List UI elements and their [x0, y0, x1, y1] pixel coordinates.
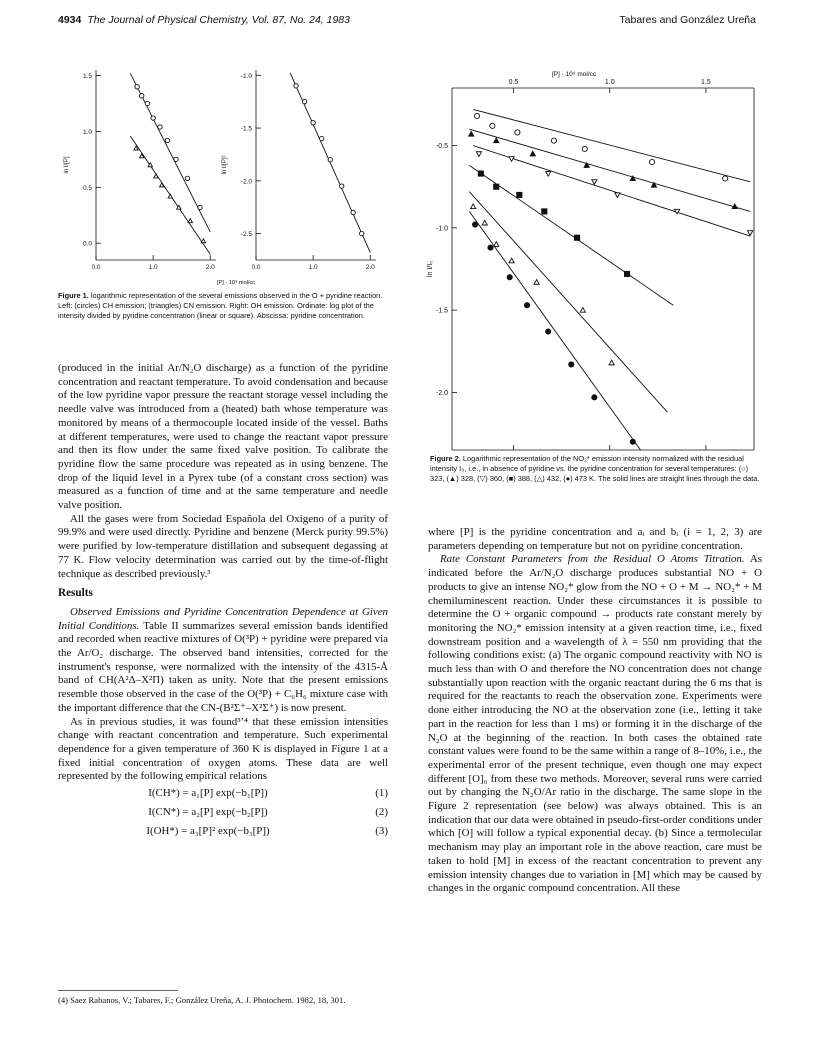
fig2-data-point: [482, 220, 487, 225]
fig2-data-point: [534, 280, 539, 285]
fig1-left-ytick-label: 1.5: [82, 73, 92, 81]
fig2-data-point: [615, 193, 620, 198]
equation-1-body: I(CH*) = a₁[P] exp(−b₁[P]): [148, 786, 268, 799]
figure-1-caption-label: Figure 1.: [58, 291, 89, 300]
right-paragraph-2: [428, 553, 762, 896]
fig2-xtick-label: 1.0: [604, 79, 615, 86]
figure-1-caption-text: logarithmic representation of the several emissions observed in the O + pyridine reaction. Left: (circles) CH emission; (triangles) CN emission. Right: OH emission. Ordinate: log plot of the intensity divided by pyridine concentration (linear or square). Abscissa: pyridine concentration.: [58, 291, 383, 320]
fig2-data-point: [630, 439, 635, 444]
fig2-series-360: [473, 146, 753, 237]
equation-1: [58, 784, 388, 803]
fig1-left-data-point: [201, 239, 205, 243]
fig1-right-ytick-label: -2.5: [240, 231, 252, 239]
equation-3: [58, 822, 388, 841]
running-head-authors: Tabares and González Ureña: [619, 14, 756, 26]
fig1-right-data-point: [320, 136, 324, 140]
fig2-xtick-label: 0.5: [508, 79, 519, 86]
fig1-left-ytick-label: 0.0: [82, 240, 92, 248]
fig1-right-data-point: [302, 99, 306, 103]
fig2-fit-line: [473, 146, 750, 237]
fig2-data-point: [476, 152, 481, 157]
fig1-left-data-point: [135, 85, 139, 89]
fig2-data-point: [551, 138, 556, 143]
fig2-data-point: [515, 130, 520, 135]
fig1-right-y-label: ln I/[P]²: [222, 155, 228, 175]
subsection-title-observed-emissions: Observed Emissions and Pyridine Concentration Dependence at Given Initial Conditions.: [58, 605, 388, 632]
fig2-data-point: [546, 171, 551, 176]
fig1-left-xtick-label: 1.0: [148, 264, 158, 271]
figure-2-caption-text: Logarithmic representation of the NO₂* emission intensity normalized with the residual intensity I₀, i.e., in absence of pyridine vs. the pyridine concentration for several temperatures: (○) 323, (▲) 328, (▽) 360, (■) 388, (△) 432, (●) 473 K. The solid lines are straight lines through the data.: [430, 454, 760, 483]
fig1-left-series-triangle: [130, 136, 210, 254]
left-paragraph-2: All the gases were from Sociedad Española del Oxigeno of a purity of 99.9% and were used directly. Pyridine and benzene (Merck purity 99.5%) were purified by low-temperature distillation and subsequent degassing at 77 K. Flow velocity determination was carried out by the time-of-flight technique as described previously.³: [58, 512, 388, 580]
equation-2-body: I(CN*) = a₂[P] exp(−b₂[P]): [148, 805, 268, 818]
fig2-data-point: [580, 308, 585, 313]
fig1-right-data-point: [360, 231, 364, 235]
fig1-right-data-point: [311, 121, 315, 125]
fig1-left-y-label: ln I/[P]: [64, 156, 70, 174]
fig2-data-point: [524, 303, 529, 308]
fig1-right-ytick-label: -2.0: [240, 178, 252, 186]
fig1-right-xtick-label: 2.0: [365, 264, 375, 271]
fig2-data-point: [471, 204, 476, 209]
figure-2-caption: [430, 454, 760, 484]
right-paragraph-1: where [P] is the pyridine concentration and aᵢ and bᵢ (i = 1, 2, 3) are parameters depending on temperature but not on pyridine concentration.: [428, 526, 762, 552]
fig2-series-328: [469, 129, 751, 211]
figure-1: [56, 60, 396, 290]
fig1-right-xtick-label: 0.0: [251, 264, 261, 271]
fig2-xtick-label: 1.5: [701, 79, 711, 86]
fig2-ytick-label: -1.5: [435, 307, 448, 315]
fig2-fit-line: [469, 192, 667, 412]
fig1-right-data-point: [294, 84, 298, 88]
fig2-ytick-label: -0.5: [435, 143, 448, 151]
equation-1-number: (1): [375, 786, 388, 799]
fig1-left-data-point: [160, 183, 164, 187]
fig2-fit-line: [469, 129, 750, 211]
fig2-data-point: [542, 209, 547, 214]
subsection-title-rate-constant: Rate Constant Parameters from the Residual O Atoms Titration.: [440, 553, 745, 566]
fig2-data-point: [530, 151, 535, 156]
fig1-left-data-point: [165, 138, 169, 142]
fig1-right-data-point: [351, 210, 355, 214]
fig1-right-fit-line: [290, 73, 370, 252]
fig2-data-point: [609, 360, 614, 365]
fig2-data-point: [592, 180, 597, 185]
fig2-y-label: ln I/I₀: [427, 260, 434, 278]
fig2-data-point: [494, 184, 499, 189]
page-number: 4934: [58, 14, 82, 26]
left-paragraph-1: (produced in the initial Ar/N₂O discharge) as a function of the pyridine concentration and reactant temperature. To avoid condensation and because of the low pyridine vapor pressure the reactant storage vessel including the needle valve was introduced from a (heated) bath whose temperature was monitored by means of a thermocouple located inside of the vessel. Baths at different temperatures, were used to change the reactant vapor pressure and then its flow under the same fixed valve position. To calibrate the pyridine flow the same procedure was repeated as in using benzene. The drop of the liquid level in a Pyrex tube (of a constant cross section) was measured as a function of time and at the same temperature and needle valve position.: [58, 362, 388, 512]
fig1-left-data-point: [140, 94, 144, 98]
fig1-left-data-point: [188, 219, 192, 223]
fig1-left-data-point: [151, 116, 155, 120]
fig2-data-point: [624, 271, 629, 276]
fig2-series-473: [469, 211, 640, 450]
fig2-plot: [427, 79, 754, 450]
fig1-right-data-point: [328, 158, 332, 162]
figure-2-chart: [424, 68, 764, 452]
fig1-left-data-point: [158, 125, 162, 129]
running-head-left: [58, 14, 350, 26]
fig1-left-plot: [64, 70, 216, 271]
equation-2: [58, 803, 388, 822]
fig1-right-ytick-label: -1.5: [240, 125, 252, 133]
fig1-left-data-point: [168, 194, 172, 198]
left-paragraph-4: As in previous studies, it was found³ʼ⁴ that these emission intensities change with reactant concentration and temperature. Such experimental dependence for a given temperature of 360 K is displayed in Figure 1 at a fixed initial concentration of oxygen atoms. These data are well represented by the following empirical relations: [58, 715, 388, 783]
fig2-data-point: [723, 176, 728, 181]
fig1-left-ytick-label: 1.0: [82, 128, 92, 136]
fig1-left-xtick-label: 2.0: [205, 264, 215, 271]
fig1-right-series-circle: [290, 73, 370, 252]
footnote-rule: [58, 990, 178, 991]
fig2-ytick-label: -2.0: [435, 389, 448, 397]
fig2-data-point: [569, 362, 574, 367]
figure-1-caption: [58, 291, 388, 321]
fig2-data-point: [517, 192, 522, 197]
fig2-data-point: [574, 235, 579, 240]
fig2-data-point: [469, 131, 474, 136]
fig1-right-xtick-label: 1.0: [308, 264, 318, 271]
fig2-data-point: [478, 171, 483, 176]
fig2-data-point: [494, 138, 499, 143]
fig2-data-point: [546, 329, 551, 334]
figure-2: [424, 68, 764, 452]
figure-1-x-axis-label: [P] · 10⁹ mol/cc: [216, 280, 256, 286]
fig2-data-point: [507, 275, 512, 280]
left-paragraph-3: [58, 606, 388, 716]
left-paragraph-3-body: Table II summarizes several emission bands identified and recorded when reactive mixtures of O(³P) + pyridine were prepared via the Ar/O₂ discharge. The observed band intensities, corrected for the instrument's response, were normalized with the intensity of the 4315-Å band of CH(A²Δ–X²Π) taken as unity. Note that the present emissions resemble those observed in the case of the O(³P) + C₆H₆ mixture case with the important difference that the CN-(B²Σ⁺–X²Σ⁺) is now present.: [58, 619, 388, 714]
equation-2-number: (2): [375, 805, 388, 818]
fig2-data-point: [582, 146, 587, 151]
fig2-data-point: [509, 258, 514, 263]
fig2-data-point: [490, 123, 495, 128]
fig1-left-series-circle: [130, 73, 210, 232]
equation-3-number: (3): [375, 824, 388, 837]
fig2-data-point: [651, 182, 656, 187]
figure-2-caption-label: Figure 2.: [430, 454, 461, 463]
fig2-fit-line: [469, 165, 673, 305]
right-paragraph-2-body: As indicated before the Ar/N₂O discharge produces substantial NO + O products to give an intense NO₂* glow from the NO + O + M → NO₂* + M chemiluminescent reaction. Under these circumstances it is possible to determine the O + organic compound → products rate constant merely by monitoring the NO₂* emission intensity at a given reaction time, i.e., fixed downstream position and a wavelength of λ = 550 nm providing that the following conditions exist: (a) The organic compound reactivity with NO is much less than with O and therefore the NO concentration does not change substantially upon reaction with the organic reactant during the 6 ms that is required for the reactants to reach the observation zone. Experiments were done either introducing the NO at the observation zone (i.e., letting it take part in the reaction for less than 1 ms) or forming it in the discharge of the N₂O at the beginning of the reaction. In both cases the obtained rate constant values were found to be the same within a range of 8–10%, i.e., the experimental error of the present technique, even though one may expect different [O]₀ from these two methods. Moreover, several runs were carried out by changing the N₂O/Ar ratio in the discharge. The same slope in the Figure 2 representation (see below) was always obtained. This is an indication that our data were obtained in pseudo-first-order conditions under which [O] will follow a typical exponential decay. (b) Since a termolecular mechanism may play an important role in the above reaction, care must be taken to hold [M] in excess of the reactant concentration to prevent any emission intensity changes due to variation in [M] which may be caused by changes in the organic compound concentration. All these: [428, 553, 762, 895]
fig1-right-plot: [222, 70, 376, 271]
fig1-right-data-point: [340, 184, 344, 188]
fig2-data-point: [474, 113, 479, 118]
fig1-left-data-point: [154, 174, 158, 178]
fig1-left-ytick-label: 0.5: [82, 184, 92, 192]
fig2-fit-line: [469, 211, 640, 450]
fig2-series-432: [469, 192, 667, 412]
fig1-right-ytick-label: -1.0: [240, 72, 252, 80]
fig2-ytick-label: -1.0: [435, 225, 448, 233]
fig2-series-388: [469, 165, 673, 305]
fig2-data-point: [592, 395, 597, 400]
fig2-data-point: [649, 159, 654, 164]
fig1-left-data-point: [185, 176, 189, 180]
fig2-data-point: [488, 245, 493, 250]
equation-3-body: I(OH*) = a₃[P]² exp(−b₃[P]): [146, 824, 270, 837]
right-column: [428, 526, 762, 896]
fig2-data-point: [472, 222, 477, 227]
journal-citation: The Journal of Physical Chemistry, Vol. 87, No. 24, 1983: [87, 14, 350, 26]
section-heading-results: Results: [58, 587, 93, 600]
fig1-left-data-point: [145, 101, 149, 105]
figure-2-x-axis-label: [P] · 10⁹ mol/cc: [551, 71, 597, 78]
footnote-4: (4) Saez Rabanos, V.; Tabares, F.; González Ureña, A. J. Photochem. 1982, 18, 301.: [58, 995, 346, 1005]
fig2-data-point: [748, 231, 753, 236]
fig1-left-data-point: [174, 157, 178, 161]
figure-1-chart: [56, 60, 396, 290]
fig1-left-data-point: [198, 205, 202, 209]
fig1-left-xtick-label: 0.0: [91, 264, 101, 271]
left-column: [58, 362, 388, 841]
